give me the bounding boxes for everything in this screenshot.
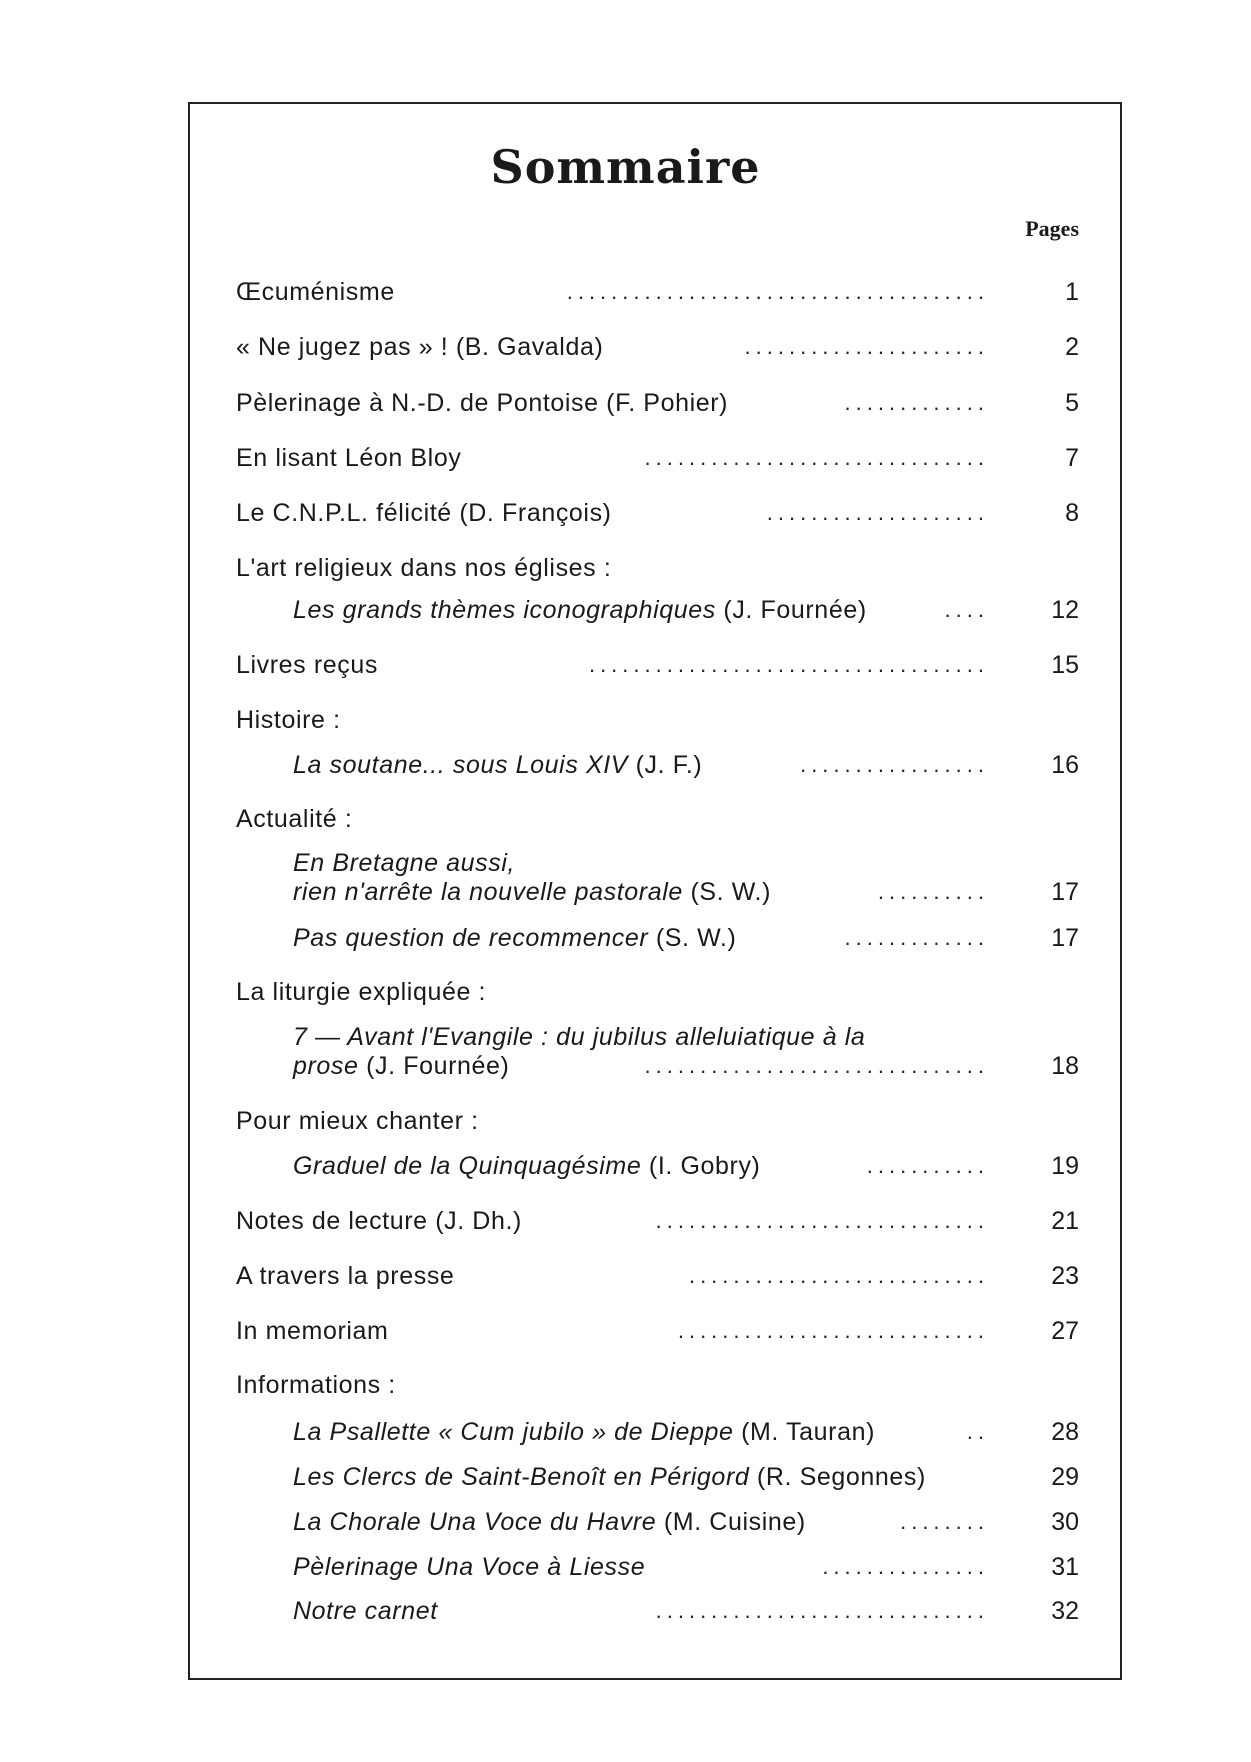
toc-entry-title: Livres reçus	[236, 651, 378, 679]
toc-leader: ....................................	[588, 652, 989, 677]
toc-subentry	[0, 1594, 1251, 1628]
toc-section-heading	[0, 551, 1251, 585]
toc-section-heading	[0, 1104, 1251, 1138]
toc-subentry	[0, 1415, 1251, 1449]
toc-entry	[0, 1314, 1251, 1348]
toc-entry-title: Œcuménisme	[236, 278, 395, 306]
toc-subentry	[0, 748, 1251, 782]
toc-page-number: 15	[1051, 651, 1079, 679]
toc-page-number: 29	[1051, 1463, 1079, 1491]
toc-page-number: 2	[1065, 333, 1079, 361]
toc-entry-author: (S. W.)	[655, 924, 737, 952]
toc-page-number: 27	[1051, 1317, 1079, 1345]
toc-entry-title: Graduel de la Quinquagésime	[293, 1152, 642, 1180]
toc-page-number: 5	[1065, 389, 1079, 417]
toc-entry-title: Notre carnet	[293, 1597, 438, 1625]
toc-subentry	[0, 1550, 1251, 1584]
toc-entry-title-continued: rien n'arrête la nouvelle pastorale	[293, 878, 683, 906]
toc-page-number: 18	[1051, 1052, 1079, 1080]
toc-page-number: 30	[1051, 1508, 1079, 1536]
toc-subentry	[0, 1049, 1251, 1083]
toc-section-title: La liturgie expliquée :	[236, 978, 487, 1006]
toc-entry-title: Pèlerinage Una Voce à Liesse	[293, 1553, 646, 1581]
toc-section-title: L'art religieux dans nos églises :	[236, 554, 612, 582]
toc-entry-title: En lisant Léon Bloy	[236, 444, 462, 472]
toc-leader: ....	[944, 597, 989, 622]
toc-section-title: Pour mieux chanter :	[236, 1107, 479, 1135]
toc-section-heading	[0, 1368, 1251, 1402]
toc-leader: .............	[844, 390, 989, 415]
toc-entry-author: (M. Cuisine)	[663, 1508, 806, 1536]
toc-entry-title: 7 — Avant l'Evangile : du jubilus alleluiatique à la	[293, 1023, 866, 1051]
toc-entry-title: La Chorale Una Voce du Havre	[293, 1508, 657, 1536]
toc-entry-title: En Bretagne aussi,	[293, 849, 516, 877]
toc-section-heading	[0, 703, 1251, 737]
toc-entry-title: Le C.N.P.L. félicité (D. François)	[236, 499, 612, 527]
toc-entry-author: (J. F.)	[635, 751, 703, 779]
toc-entry	[0, 275, 1251, 309]
toc-section-title: Informations :	[236, 1371, 396, 1399]
toc-section-title: Actualité :	[236, 805, 353, 833]
toc-page-number: 23	[1051, 1262, 1079, 1290]
toc-entry	[0, 496, 1251, 530]
toc-section-heading	[0, 975, 1251, 1009]
toc-page-number: 1	[1065, 278, 1079, 306]
toc-leader: ...............	[822, 1554, 989, 1579]
toc-entry-author: (J. Fournée)	[723, 596, 867, 624]
toc-entry-title: « Ne jugez pas » ! (B. Gavalda)	[236, 333, 604, 361]
toc-subentry	[0, 593, 1251, 627]
toc-section-title: Histoire :	[236, 706, 341, 734]
toc-entry	[0, 648, 1251, 682]
toc-leader: .................	[800, 752, 989, 777]
toc-subentry	[0, 1460, 1251, 1494]
toc-page-number: 8	[1065, 499, 1079, 527]
toc-entry	[0, 330, 1251, 364]
toc-leader: ...........................	[688, 1263, 989, 1288]
toc-page-number: 21	[1051, 1207, 1079, 1235]
toc-leader: ......................................	[566, 279, 989, 304]
toc-entry-title: La soutane... sous Louis XIV	[293, 751, 629, 779]
toc-entry-author: (M. Tauran)	[741, 1418, 876, 1446]
toc-subentry	[0, 1149, 1251, 1183]
toc-entry	[0, 1204, 1251, 1238]
pages-column-header: Pages	[1025, 216, 1079, 241]
toc-entry-title: In memoriam	[236, 1317, 389, 1345]
toc-leader: ...............................	[644, 445, 989, 470]
toc-leader: ...........	[866, 1153, 989, 1178]
toc-leader: ......................	[744, 334, 989, 359]
toc-leader: ..............................	[655, 1208, 989, 1233]
toc-entry	[0, 1259, 1251, 1293]
toc-entry-title: Pèlerinage à N.-D. de Pontoise (F. Pohier)	[236, 389, 729, 417]
toc-subentry	[0, 875, 1251, 909]
toc-entry-title: La Psallette « Cum jubilo » de Dieppe	[293, 1418, 734, 1446]
toc-page-number: 17	[1051, 878, 1079, 906]
toc-section-heading	[0, 802, 1251, 836]
toc-leader: ........	[900, 1509, 989, 1534]
toc-subentry	[0, 921, 1251, 955]
toc-entry-title: Notes de lecture (J. Dh.)	[236, 1207, 522, 1235]
toc-leader: ..............................	[655, 1598, 989, 1623]
toc-page-number: 28	[1051, 1418, 1079, 1446]
toc-page-number: 17	[1051, 924, 1079, 952]
toc-entry-author: (I. Gobry)	[648, 1152, 761, 1180]
toc-page-number: 7	[1065, 444, 1079, 472]
page-title: Sommaire	[490, 140, 761, 194]
toc-entry-title: Les grands thèmes iconographiques	[293, 596, 716, 624]
toc-page-number: 31	[1051, 1553, 1079, 1581]
toc-entry-author: (R. Segonnes)	[756, 1463, 926, 1491]
toc-leader: ............................	[677, 1318, 989, 1343]
toc-entry-author: (S. W.)	[690, 878, 772, 906]
toc-leader: ...............................	[644, 1053, 989, 1078]
toc-subentry	[0, 1505, 1251, 1539]
toc-page-number: 32	[1051, 1597, 1079, 1625]
toc-entry-author: (J. Fournée)	[366, 1052, 510, 1080]
toc-entry-title: Les Clercs de Saint-Benoît en Périgord	[293, 1463, 750, 1491]
toc-entry-title: A travers la presse	[236, 1262, 455, 1290]
toc-entry-title-continued: prose	[293, 1052, 359, 1080]
toc-page-number: 16	[1051, 751, 1079, 779]
toc-entry-title: Pas question de recommencer	[293, 924, 649, 952]
toc-leader: ..	[966, 1419, 989, 1444]
toc-entry	[0, 386, 1251, 420]
toc-page-number: 19	[1051, 1152, 1079, 1180]
toc-leader: ....................	[766, 500, 989, 525]
toc-leader: .............	[844, 925, 989, 950]
toc-leader: ..........	[877, 879, 989, 904]
toc-entry	[0, 441, 1251, 475]
toc-page-number: 12	[1051, 596, 1079, 624]
